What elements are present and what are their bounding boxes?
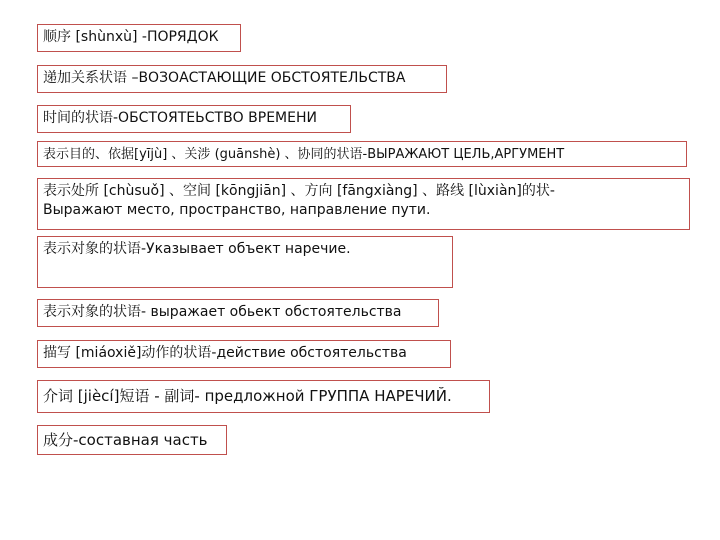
term-text: 成分-составная часть xyxy=(43,431,208,449)
term-box-object-adverbial-2 xyxy=(37,299,439,327)
term-text: 表示对象的状语-Указывает объект наречие. xyxy=(43,241,351,257)
term-text: 表示目的、依据[yījù] 、关涉 (guānshè) 、协同的状语-ВЫРАЖАЮТ ЦЕЛЬ,АРГУМЕНТ xyxy=(43,147,565,162)
term-text: 描写 [miáoxiě]动作的状语-действие обстоятельства xyxy=(43,345,407,361)
term-text: 时间的状语-ОБСТОЯТЕЬСТВО ВРЕМЕНИ xyxy=(43,110,317,126)
term-text-line-2: Выражают место, пространство, направление пути. xyxy=(43,202,431,218)
term-text: 顺序 [shùnxù] -ПОРЯДОК xyxy=(43,29,219,45)
term-box-time-adverbial xyxy=(37,105,351,133)
term-box-component xyxy=(37,425,227,455)
term-box-purpose-adverbial xyxy=(37,141,687,167)
term-box-place-adverbial xyxy=(37,178,690,230)
term-box-order xyxy=(37,24,241,52)
term-box-object-adverbial xyxy=(37,236,453,288)
term-box-increasing-circumstances xyxy=(37,65,447,93)
term-text: 表示对象的状语- выражает обьект обстоятельства xyxy=(43,304,402,320)
term-text-line-1: 表示处所 [chùsuǒ] 、空间 [kōngjiān] 、方向 [fāngxiàng] 、路线 [lùxiàn]的状- xyxy=(43,183,555,199)
term-box-prepositional-phrase xyxy=(37,380,490,413)
term-text: 介词 [jiècí]短语 - 副词- предложной ГРУППА НАРЕЧИЙ. xyxy=(43,387,452,405)
term-text: 递加关系状语 –ВОЗОАСТАЮЩИЕ ОБСТОЯТЕЛЬСТВА xyxy=(43,70,406,86)
term-box-action-adverbial xyxy=(37,340,451,368)
